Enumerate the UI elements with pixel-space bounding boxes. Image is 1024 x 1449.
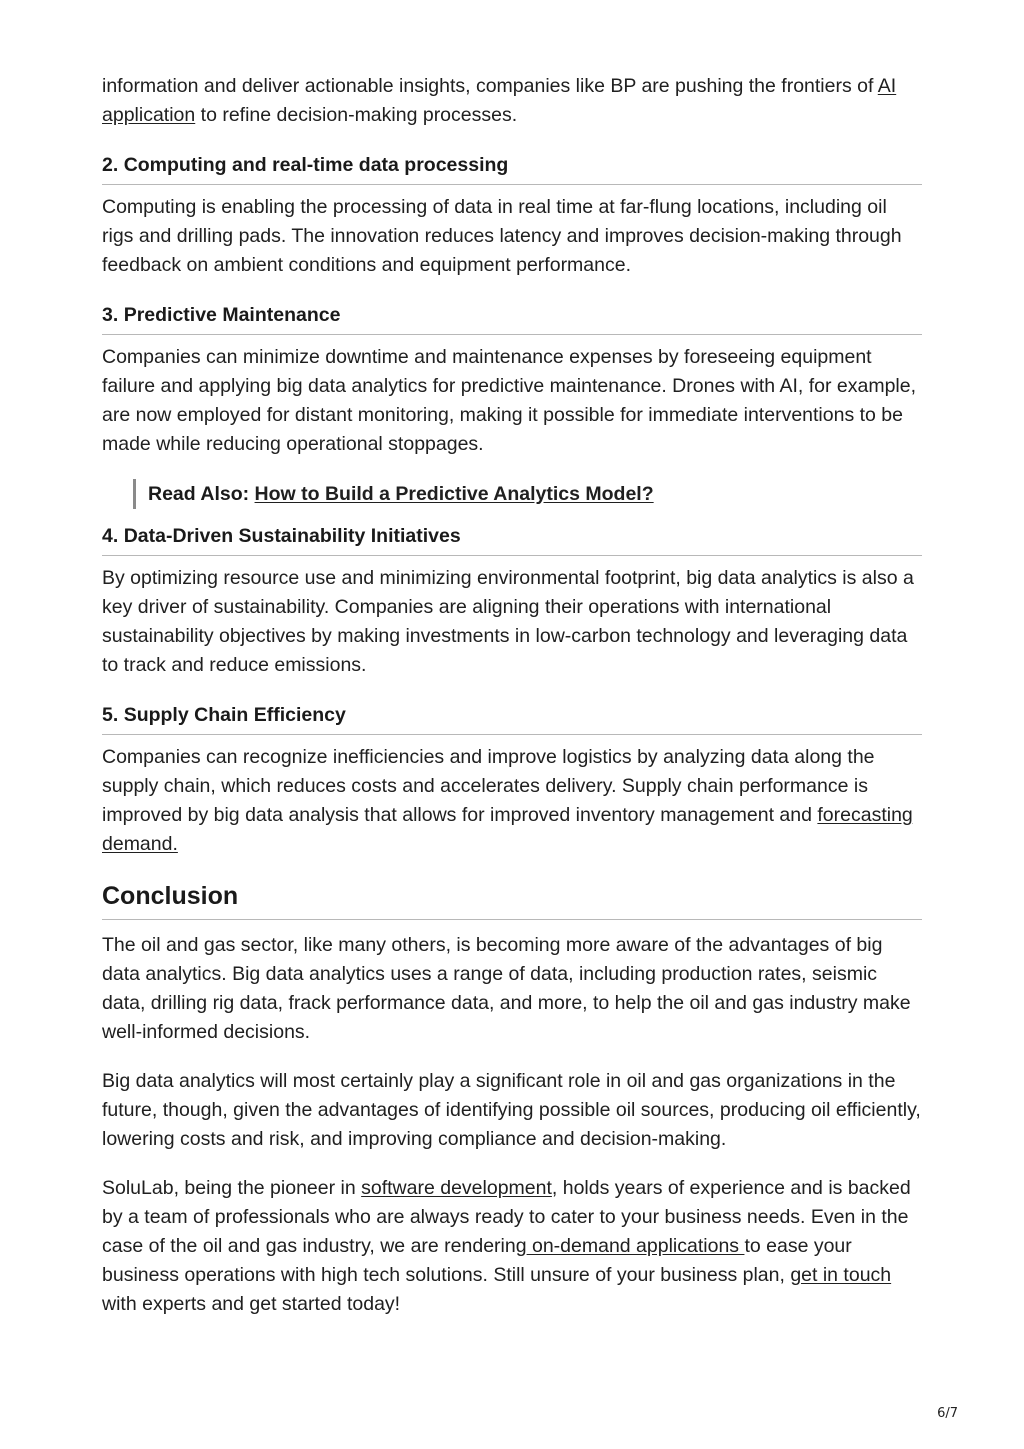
section-heading-sustainability: [102, 523, 922, 556]
intro-paragraph: [102, 72, 922, 130]
read-also-callout: [133, 479, 922, 509]
software-development-link[interactable]: software development: [361, 1177, 552, 1199]
section-title: Computing and real-time data processing: [123, 154, 509, 176]
conclusion-paragraph-1: The oil and gas sector, like many others, is becoming more aware of the advantages of big data analytics. Big data analytics uses a range of data, including production rates, seismic data, drilling rig data, frack performance data, and more, to help the oil and gas industry make well-informed decisions.: [102, 934, 911, 1043]
section-number: 4.: [102, 525, 119, 547]
section-number: 2.: [102, 154, 119, 176]
get-in-touch-link[interactable]: get in touch: [790, 1264, 892, 1286]
section-title: Predictive Maintenance: [123, 304, 341, 326]
page-number: 6/7: [937, 1406, 958, 1421]
ai-application-link[interactable]: AI application: [102, 75, 897, 126]
section-body-predictive-maintenance: Companies can minimize downtime and maintenance expenses by foreseeing equipment failure and applying big data analytics for predictive maintenance. Drones with AI, for example, are now employed for distant monitoring, making it possible for immediate interventions to be made while reducing operational stoppages.: [102, 346, 917, 455]
section-title: Data-Driven Sustainability Initiatives: [123, 525, 461, 547]
read-also-link[interactable]: How to Build a Predictive Analytics Model?: [254, 483, 654, 505]
section-heading-computing: [102, 152, 922, 185]
conclusion-paragraph-2: Big data analytics will most certainly play a significant role in oil and gas organizations in the future, though, given the advantages of identifying possible oil sources, producing oil efficiently, lowering costs and risk, and improving compliance and decision-making.: [102, 1070, 921, 1150]
conclusion-text: SoluLab, being the pioneer in: [102, 1177, 362, 1199]
section-body-computing: Computing is enabling the processing of data in real time at far-flung locations, including oil rigs and drilling pads. The innovation reduces latency and improves decision-making through feedback on ambient conditions and equipment performance.: [102, 196, 902, 276]
section-heading-supply-chain: [102, 702, 922, 735]
intro-text-before: information and deliver actionable insights, companies like BP are pushing the frontiers of: [102, 75, 878, 97]
read-also-label: Read Also:: [148, 483, 255, 505]
supply-chain-text: Companies can recognize inefficiencies and improve logistics by analyzing data along the supply chain, which reduces costs and accelerates delivery. Supply chain performance is improved by big data analysis that allows for improved inventory management and: [102, 746, 875, 826]
on-demand-applications-link[interactable]: on-demand applications: [526, 1235, 745, 1257]
conclusion-heading: Conclusion: [102, 879, 922, 920]
forecasting-demand-link[interactable]: forecasting demand.: [102, 804, 913, 855]
section-heading-predictive-maintenance: [102, 302, 922, 335]
conclusion-text: to ease your business operations with high tech solutions. Still unsure of your business plan,: [102, 1235, 852, 1286]
section-title: Supply Chain Efficiency: [123, 704, 346, 726]
conclusion-paragraph-3: [102, 1174, 922, 1319]
conclusion-text: with experts and get started today!: [102, 1293, 401, 1315]
section-body-sustainability: By optimizing resource use and minimizing environmental footprint, big data analytics is also a key driver of sustainability. Companies are aligning their operations with international sustainability objectives by making investments in low-carbon technology and leveraging data to track and reduce emissions.: [102, 567, 914, 676]
document-page: [102, 72, 922, 1339]
section-number: 5.: [102, 704, 119, 726]
intro-text-after: to refine decision-making processes.: [195, 104, 518, 126]
section-body-supply-chain: [102, 743, 922, 859]
conclusion-text: , holds years of experience and is backed by a team of professionals who are always ready to cater to your business needs. Even in the case of the oil and gas industry, we are rendering: [102, 1177, 911, 1257]
section-number: 3.: [102, 304, 119, 326]
